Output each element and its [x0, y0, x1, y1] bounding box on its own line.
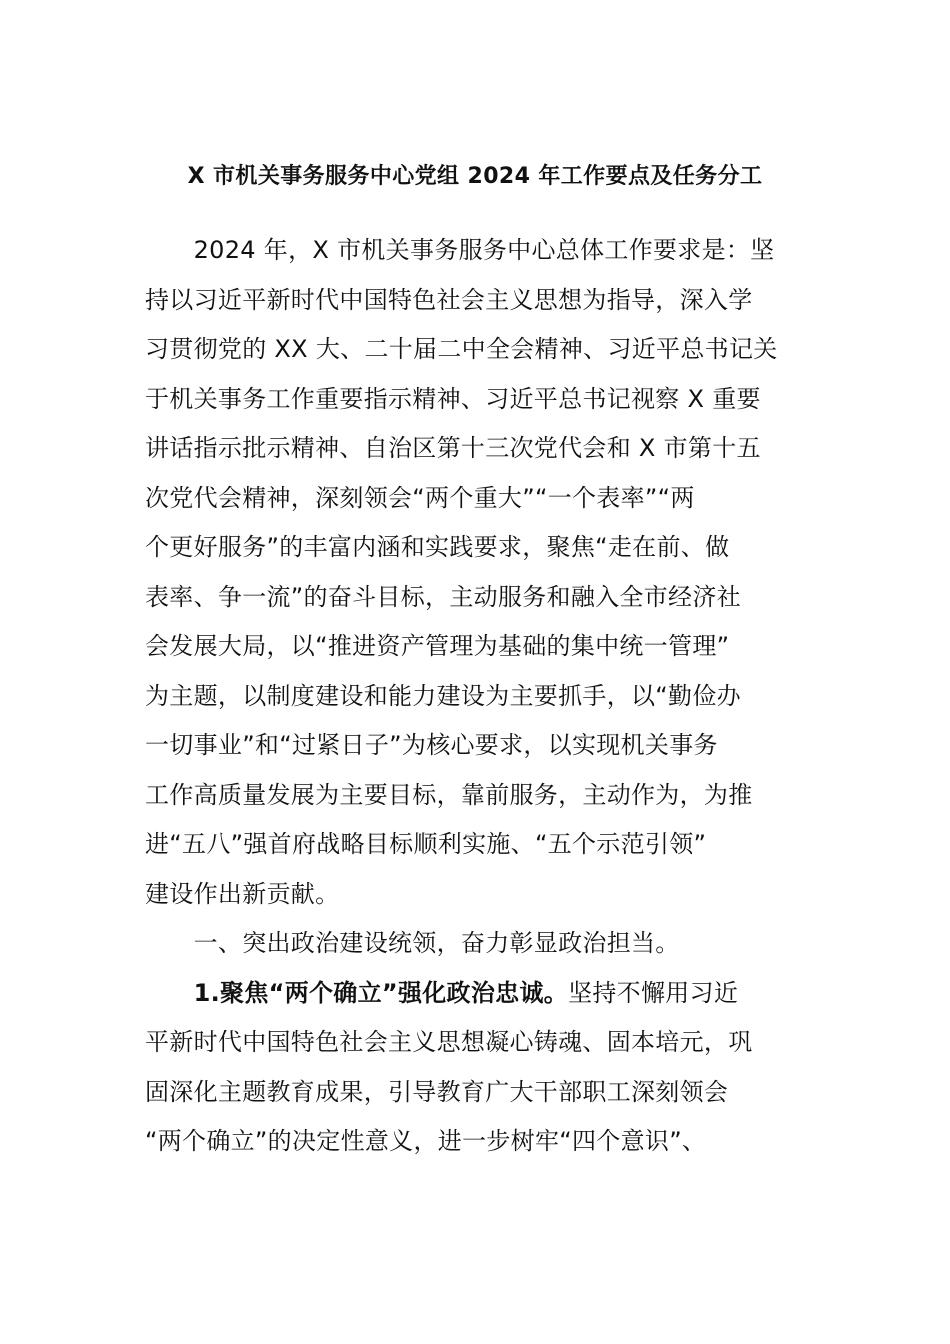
paragraph-line: 平新时代中国特色社会主义思想凝心铸魂、固本培元，巩	[145, 1028, 753, 1056]
paragraph-line: 会发展大局，以“推进资产管理为基础的集中统一管理”	[145, 632, 730, 660]
paragraph-line: 于机关事务工作重要指示精神、习近平总书记视察 X 重要	[145, 384, 761, 413]
paragraph-line: 讲话指示批示精神、自治区第十三次党代会和 X 市第十五	[145, 434, 761, 462]
paragraph-line: 表率、争一流”的奋斗目标，主动服务和融入全市经济社	[145, 582, 741, 611]
item-1-first-line	[145, 969, 807, 1019]
paragraph-line: 2024 年，X 市机关事务服务中心总体工作要求是：坚	[145, 236, 775, 264]
item-1-heading: 1.聚焦“两个确立”强化政治忠诚。	[145, 978, 569, 1007]
section-heading: 一、突出政治建设统领，奋力彰显政治担当。	[145, 929, 680, 957]
paragraph-line: 建设作出新贡献。	[145, 879, 340, 908]
document-title: X 市机关事务服务中心党组 2024 年工作要点及任务分工	[187, 164, 763, 189]
paragraph-line: 持以习近平新时代中国特色社会主义思想为指导，深入学	[145, 285, 753, 314]
paragraph-line: 次党代会精神，深刻领会“两个重大”“一个表率”“两	[145, 483, 695, 512]
paragraph-line: 为主题，以制度建设和能力建设为主要抓手，以“勤俭办	[145, 681, 741, 710]
item-1-lead-text: 坚持不懈用习近	[568, 978, 739, 1007]
paragraph-line: 工作高质量发展为主要目标，靠前服务，主动作为，为推	[145, 780, 753, 809]
paragraph-line: 进“五八”强首府战略目标顺利实施、“五个示范引领”	[145, 830, 707, 858]
intro-paragraph	[145, 226, 807, 1167]
paragraph-line: 固深化主题教育成果，引导教育广大干部职工深刻领会	[145, 1077, 729, 1106]
paragraph-line: “两个确立”的决定性意义，进一步树牢“四个意识”、	[145, 1127, 707, 1155]
paragraph-line: 个更好服务”的丰富内涵和实践要求，聚焦“走在前、做	[145, 533, 730, 561]
paragraph-line: 一切事业”和“过紧日子”为核心要求，以实现机关事务	[145, 731, 718, 759]
paragraph-line: 习贯彻党的 XX 大、二十届二中全会精神、习近平总书记关	[145, 335, 778, 363]
